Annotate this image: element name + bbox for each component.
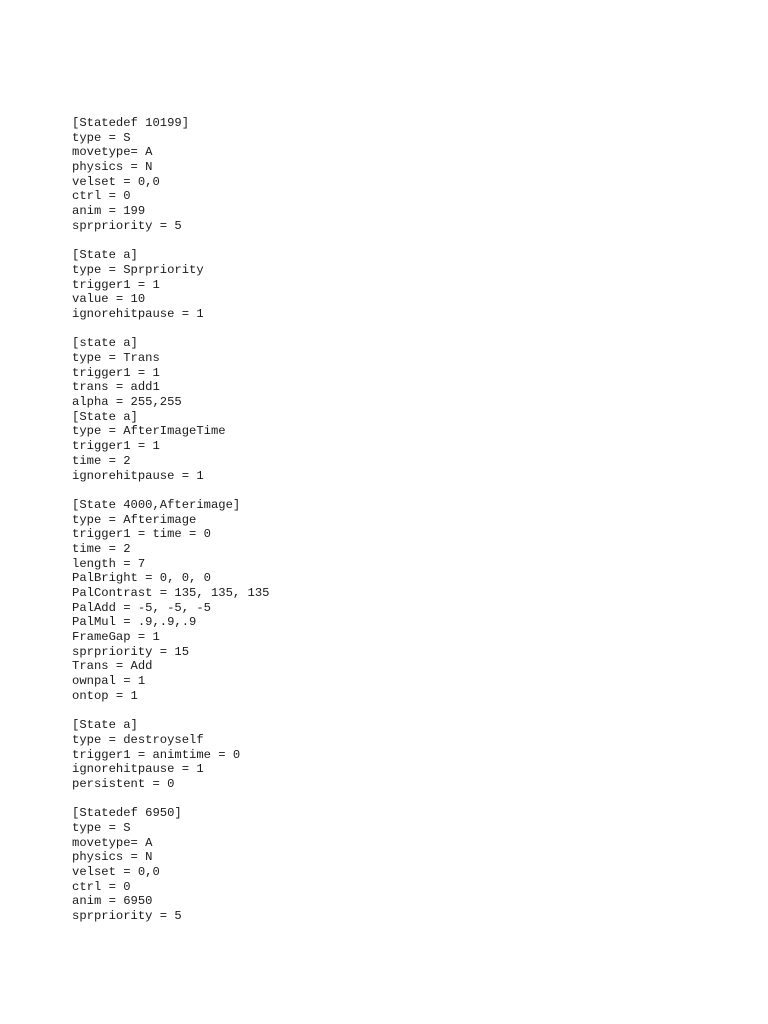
code-line: sprpriority = 5 <box>72 909 182 924</box>
code-line: type = S <box>72 130 131 145</box>
code-line: ctrl = 0 <box>72 189 131 204</box>
blank-line <box>72 322 752 337</box>
code-line: trans = add1 <box>72 380 160 395</box>
code-line: persistent = 0 <box>72 776 175 791</box>
code-line: PalAdd = -5, -5, -5 <box>72 600 211 615</box>
section-header: [Statedef 10199] <box>72 116 190 130</box>
code-line: time = 2 <box>72 541 131 556</box>
blank-line <box>72 483 752 498</box>
code-line: time = 2 <box>72 453 131 468</box>
blank-line <box>72 234 752 249</box>
section-header: [state a] <box>72 336 138 351</box>
code-line: type = Trans <box>72 351 160 365</box>
code-line: PalContrast = 135, 135, 135 <box>72 586 270 600</box>
code-line: length = 7 <box>72 556 146 571</box>
code-line: PalBright = 0, 0, 0 <box>72 571 211 586</box>
code-line: FrameGap = 1 <box>72 630 160 645</box>
code-line: trigger1 = 1 <box>72 365 160 380</box>
code-line: ignorehitpause = 1 <box>72 306 204 321</box>
code-line: velset = 0,0 <box>72 174 160 189</box>
code-line: value = 10 <box>72 292 146 307</box>
code-line: ownpal = 1 <box>72 674 146 689</box>
code-line: type = Sprpriority <box>72 262 204 277</box>
code-line: Trans = Add <box>72 659 153 674</box>
code-line: anim = 199 <box>72 204 146 219</box>
code-line: trigger1 = 1 <box>72 439 160 454</box>
blank-line <box>72 704 752 719</box>
section-header: [State a] <box>72 718 138 733</box>
code-line: movetype= A <box>72 145 153 160</box>
code-line: trigger1 = animtime = 0 <box>72 747 241 762</box>
code-line: ignorehitpause = 1 <box>72 762 204 777</box>
code-line: type = AfterImageTime <box>72 424 226 439</box>
code-line: type = S <box>72 821 131 835</box>
code-line: ignorehitpause = 1 <box>72 468 204 483</box>
section-header: [Statedef 6950] <box>72 806 182 821</box>
code-line: trigger1 = 1 <box>72 277 160 292</box>
code-line: trigger1 = time = 0 <box>72 527 211 542</box>
code-line: physics = N <box>72 160 153 175</box>
code-line: PalMul = .9,.9,.9 <box>72 615 197 630</box>
section-header: [State a] <box>72 248 138 263</box>
section-header: [State 4000,Afterimage] <box>72 497 241 512</box>
code-line: ctrl = 0 <box>72 879 131 894</box>
code-line: anim = 6950 <box>72 894 153 909</box>
code-line: movetype= A <box>72 835 153 850</box>
code-line: ontop = 1 <box>72 688 138 703</box>
code-line: sprpriority = 15 <box>72 644 190 659</box>
code-line: velset = 0,0 <box>72 865 160 880</box>
blank-line <box>72 792 752 807</box>
document-page <box>72 116 752 924</box>
code-line: sprpriority = 5 <box>72 218 182 233</box>
section-header: [State a] <box>72 409 138 424</box>
code-line: type = Afterimage <box>72 512 197 527</box>
code-line: type = destroyself <box>72 732 204 747</box>
code-line: physics = N <box>72 850 153 865</box>
code-line: alpha = 255,255 <box>72 395 182 410</box>
